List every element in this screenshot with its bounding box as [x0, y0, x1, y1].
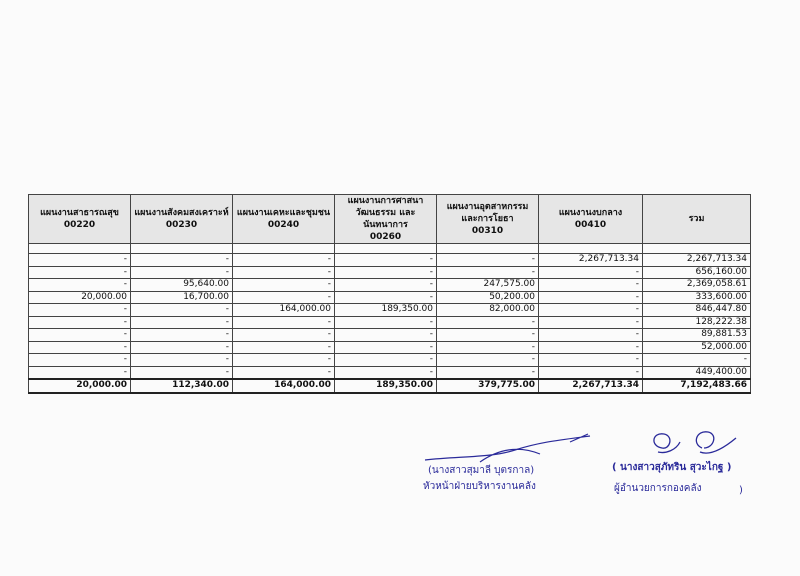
- table-row: [29, 266, 751, 279]
- total-cell: 379,775.00: [437, 379, 539, 393]
- table-cell: 189,350.00: [335, 304, 437, 317]
- table-row: [29, 354, 751, 367]
- table-cell: -: [335, 341, 437, 354]
- signature-right-name: ( นางสาวสุภัทริน สุวะไกฐ ): [612, 462, 732, 473]
- signature-left-name: (นางสาวสุมาลี บุตรกาล): [428, 465, 535, 476]
- table-cell: -: [233, 291, 335, 304]
- total-cell: 7,192,483.66: [643, 379, 751, 393]
- table-cell: -: [335, 354, 437, 367]
- table-cell: -: [131, 354, 233, 367]
- table-cell: -: [539, 354, 643, 367]
- signature-right-scribble: [640, 418, 750, 458]
- signature-left-title: หัวหน้าฝ่ายบริหารงานคลัง: [423, 481, 536, 492]
- column-header: [233, 195, 335, 244]
- table-cell: -: [29, 366, 131, 379]
- column-header-label: แผนงานสังคมสงเคราะห์: [134, 208, 229, 218]
- spacer-cell: [131, 244, 233, 254]
- table-cell: -: [335, 266, 437, 279]
- totals-row: [29, 379, 751, 393]
- column-header-label: แผนงานสาธารณสุข: [40, 208, 119, 218]
- table-cell: -: [131, 266, 233, 279]
- table-cell: -: [233, 341, 335, 354]
- column-header: [335, 195, 437, 244]
- spacer-cell: [539, 244, 643, 254]
- table-row: [29, 329, 751, 342]
- column-header-label: แผนงานงบกลาง: [558, 208, 623, 218]
- table-cell: -: [233, 354, 335, 367]
- table-cell: -: [539, 279, 643, 292]
- table-cell: -: [29, 279, 131, 292]
- table-cell: 2,267,713.34: [539, 254, 643, 267]
- table-cell: 247,575.00: [437, 279, 539, 292]
- column-header-label: แผนงานอุตสาหกรรมและการโยธา: [446, 202, 529, 224]
- table-row: [29, 304, 751, 317]
- column-header-code: 00230: [165, 220, 198, 230]
- column-header-code: 00240: [267, 220, 300, 230]
- table-cell: -: [437, 366, 539, 379]
- table-cell: 95,640.00: [131, 279, 233, 292]
- total-cell: 164,000.00: [233, 379, 335, 393]
- table-cell: -: [233, 254, 335, 267]
- table-cell: -: [539, 329, 643, 342]
- table-cell: 846,447.80: [643, 304, 751, 317]
- column-header: [437, 195, 539, 244]
- table-body: [29, 244, 751, 393]
- table-cell: -: [29, 254, 131, 267]
- table-cell: -: [437, 329, 539, 342]
- column-header: [29, 195, 131, 244]
- table-cell: 333,600.00: [643, 291, 751, 304]
- table-cell: -: [233, 266, 335, 279]
- total-cell: 2,267,713.34: [539, 379, 643, 393]
- table-cell: 2,267,713.34: [643, 254, 751, 267]
- table-cell: -: [539, 316, 643, 329]
- table-cell: -: [335, 316, 437, 329]
- table-row: [29, 341, 751, 354]
- column-header-code: 00220: [63, 220, 96, 230]
- table-cell: -: [131, 304, 233, 317]
- table-cell: -: [335, 366, 437, 379]
- table-cell: -: [437, 316, 539, 329]
- table-cell: -: [335, 291, 437, 304]
- table-row: [29, 291, 751, 304]
- table-cell: -: [131, 366, 233, 379]
- column-header: [131, 195, 233, 244]
- table-cell: 2,369,058.61: [643, 279, 751, 292]
- table-cell: -: [131, 316, 233, 329]
- table-cell: 20,000.00: [29, 291, 131, 304]
- table-row: [29, 254, 751, 267]
- table-cell: -: [335, 279, 437, 292]
- table-cell: -: [29, 316, 131, 329]
- column-header-code: 00260: [369, 232, 402, 242]
- table-cell: -: [29, 304, 131, 317]
- budget-table: [28, 194, 751, 394]
- table-cell: 128,222.38: [643, 316, 751, 329]
- table-cell: -: [539, 291, 643, 304]
- spacer-cell: [643, 244, 751, 254]
- column-header-label: แผนงานเคหะและชุมชน: [236, 208, 331, 218]
- table-cell: -: [643, 354, 751, 367]
- table-cell: 16,700.00: [131, 291, 233, 304]
- table-cell: -: [131, 254, 233, 267]
- table-row: [29, 316, 751, 329]
- table-cell: -: [437, 341, 539, 354]
- spacer-cell: [437, 244, 539, 254]
- table-cell: -: [335, 254, 437, 267]
- column-header-code: 00410: [574, 220, 607, 230]
- total-cell: 112,340.00: [131, 379, 233, 393]
- signature-right-title: ผู้อำนวยการกองคลัง: [614, 483, 702, 494]
- header-row: [29, 195, 751, 244]
- signature-left-scribble: [420, 428, 610, 468]
- table-cell: -: [539, 266, 643, 279]
- table-row: [29, 279, 751, 292]
- table-cell: -: [131, 341, 233, 354]
- signature-right-close-paren: ): [739, 485, 743, 496]
- table-cell: -: [233, 366, 335, 379]
- table-cell: 52,000.00: [643, 341, 751, 354]
- table-cell: -: [539, 366, 643, 379]
- column-header: [643, 195, 751, 244]
- table-cell: -: [233, 316, 335, 329]
- table-cell: -: [233, 329, 335, 342]
- spacer-cell: [335, 244, 437, 254]
- table-cell: 89,881.53: [643, 329, 751, 342]
- table-cell: -: [29, 266, 131, 279]
- table-cell: -: [539, 341, 643, 354]
- column-header-label: แผนงานการศาสนา วัฒนธรรม และนันทนาการ: [347, 196, 424, 230]
- table-cell: -: [131, 329, 233, 342]
- table-cell: -: [437, 266, 539, 279]
- total-cell: 20,000.00: [29, 379, 131, 393]
- table-cell: -: [437, 254, 539, 267]
- table-cell: 50,200.00: [437, 291, 539, 304]
- spacer-row: [29, 244, 751, 254]
- table-cell: 164,000.00: [233, 304, 335, 317]
- table-cell: -: [29, 329, 131, 342]
- column-header-code: 00310: [471, 226, 504, 236]
- table-cell: -: [29, 354, 131, 367]
- column-header: [539, 195, 643, 244]
- table-cell: -: [539, 304, 643, 317]
- total-cell: 189,350.00: [335, 379, 437, 393]
- table-cell: 656,160.00: [643, 266, 751, 279]
- spacer-cell: [233, 244, 335, 254]
- table-cell: -: [233, 279, 335, 292]
- table-cell: -: [29, 341, 131, 354]
- table-row: [29, 366, 751, 379]
- column-header-label: รวม: [688, 214, 705, 224]
- table-cell: 82,000.00: [437, 304, 539, 317]
- table-cell: -: [335, 329, 437, 342]
- table-cell: 449,400.00: [643, 366, 751, 379]
- spacer-cell: [29, 244, 131, 254]
- table-cell: -: [437, 354, 539, 367]
